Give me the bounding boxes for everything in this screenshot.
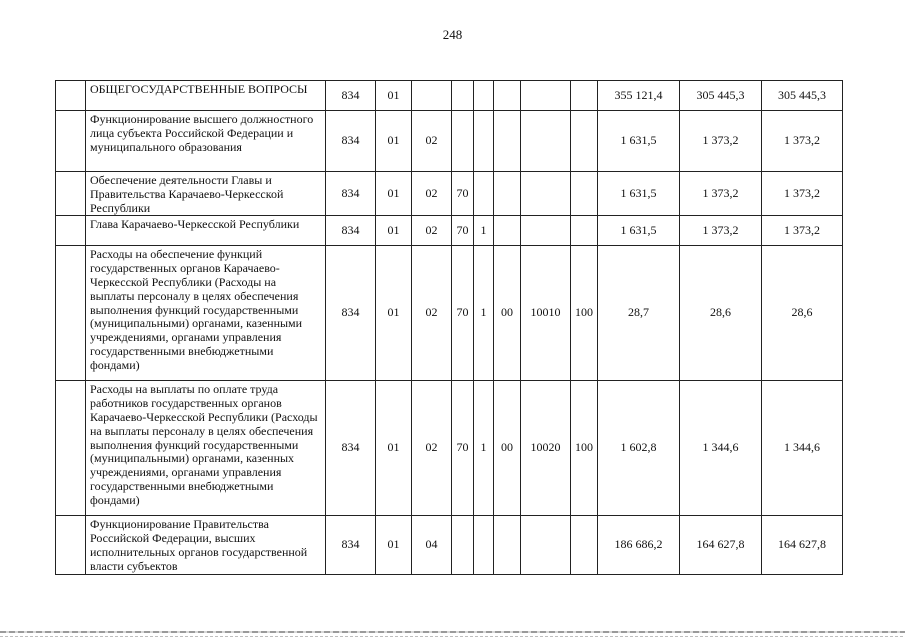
code-cell bbox=[412, 81, 452, 111]
code-cell bbox=[571, 216, 598, 246]
amount-cell: 1 631,5 bbox=[598, 111, 680, 172]
code-cell bbox=[452, 111, 474, 172]
amount-cell: 164 627,8 bbox=[680, 516, 762, 574]
code-cell: 01 bbox=[376, 246, 412, 381]
code-cell: 100 bbox=[571, 246, 598, 381]
code-cell bbox=[521, 111, 571, 172]
row-name-cell: Функционирование Правительства Российской Федерации, высших исполнительных органов государственной власти субъектов bbox=[86, 516, 326, 574]
amount-cell: 1 373,2 bbox=[762, 111, 843, 172]
row-margin-cell bbox=[56, 516, 86, 574]
code-cell bbox=[521, 172, 571, 216]
row-margin-cell bbox=[56, 216, 86, 246]
table-row bbox=[56, 381, 843, 516]
code-cell bbox=[521, 216, 571, 246]
amount-cell: 28,6 bbox=[680, 246, 762, 381]
row-margin-cell bbox=[56, 111, 86, 172]
code-cell: 834 bbox=[326, 381, 376, 516]
amount-cell: 1 344,6 bbox=[680, 381, 762, 516]
amount-cell: 1 602,8 bbox=[598, 381, 680, 516]
code-cell bbox=[494, 81, 521, 111]
amount-cell: 28,6 bbox=[762, 246, 843, 381]
row-margin-cell bbox=[56, 81, 86, 111]
code-cell: 1 bbox=[474, 246, 494, 381]
code-cell bbox=[474, 111, 494, 172]
code-cell bbox=[494, 216, 521, 246]
code-cell bbox=[474, 81, 494, 111]
amount-cell: 355 121,4 bbox=[598, 81, 680, 111]
row-name-cell: Обеспечение деятельности Главы и Правительства Карачаево-Черкесской Республики bbox=[86, 172, 326, 216]
row-margin-cell bbox=[56, 172, 86, 216]
code-cell bbox=[521, 81, 571, 111]
code-cell bbox=[494, 172, 521, 216]
code-cell: 834 bbox=[326, 81, 376, 111]
code-cell: 02 bbox=[412, 111, 452, 172]
code-cell bbox=[571, 81, 598, 111]
row-margin-cell bbox=[56, 381, 86, 516]
code-cell: 01 bbox=[376, 172, 412, 216]
code-cell: 00 bbox=[494, 246, 521, 381]
code-cell: 834 bbox=[326, 111, 376, 172]
code-cell bbox=[571, 172, 598, 216]
row-name-cell: Расходы на выплаты по оплате труда работников государственных органов Карачаево-Черкесской Республики (Расходы на выплаты персоналу в целях обеспечения выполнения функций государственными (муниципальными) органами, казенных учреждениями, органами управления государственными внебюджетными фондами) bbox=[86, 381, 326, 516]
code-cell bbox=[452, 81, 474, 111]
budget-table bbox=[55, 80, 843, 575]
amount-cell: 1 373,2 bbox=[762, 216, 843, 246]
row-name-cell: Глава Карачаево-Черкесской Республики bbox=[86, 216, 326, 246]
table-row bbox=[56, 172, 843, 216]
code-cell: 1 bbox=[474, 216, 494, 246]
code-cell: 70 bbox=[452, 246, 474, 381]
amount-cell: 1 373,2 bbox=[680, 172, 762, 216]
code-cell bbox=[571, 516, 598, 574]
amount-cell: 164 627,8 bbox=[762, 516, 843, 574]
code-cell: 02 bbox=[412, 172, 452, 216]
amount-cell: 1 631,5 bbox=[598, 172, 680, 216]
code-cell: 01 bbox=[376, 111, 412, 172]
amount-cell: 28,7 bbox=[598, 246, 680, 381]
table-row bbox=[56, 81, 843, 111]
page-number: 248 bbox=[442, 27, 463, 42]
code-cell bbox=[494, 111, 521, 172]
amount-cell: 186 686,2 bbox=[598, 516, 680, 574]
code-cell: 02 bbox=[412, 216, 452, 246]
code-cell: 02 bbox=[412, 246, 452, 381]
row-margin-cell bbox=[56, 246, 86, 381]
code-cell: 100 bbox=[571, 381, 598, 516]
code-cell: 70 bbox=[452, 381, 474, 516]
table-row bbox=[56, 216, 843, 246]
amount-cell: 1 373,2 bbox=[680, 216, 762, 246]
code-cell bbox=[452, 516, 474, 574]
code-cell: 10020 bbox=[521, 381, 571, 516]
code-cell: 01 bbox=[376, 81, 412, 111]
row-name-cell: ОБЩЕГОСУДАРСТВЕННЫЕ ВОПРОСЫ bbox=[86, 81, 326, 111]
amount-cell: 1 631,5 bbox=[598, 216, 680, 246]
code-cell: 04 bbox=[412, 516, 452, 574]
row-name-cell: Расходы на обеспечение функций государственных органов Карачаево-Черкесской Республики (Расходы на выплаты персоналу в целях обеспечения выполнения функций государственными (муниципальными) органами, казенными учреждениями, органами управления государственными внебюджетными фондами) bbox=[86, 246, 326, 381]
code-cell: 834 bbox=[326, 216, 376, 246]
code-cell bbox=[521, 516, 571, 574]
code-cell: 834 bbox=[326, 172, 376, 216]
code-cell: 834 bbox=[326, 246, 376, 381]
row-name-cell: Функционирование высшего должностного лица субъекта Российской Федерации и муниципального образования bbox=[86, 111, 326, 172]
amount-cell: 305 445,3 bbox=[680, 81, 762, 111]
amount-cell: 1 373,2 bbox=[762, 172, 843, 216]
code-cell bbox=[474, 172, 494, 216]
amount-cell: 1 373,2 bbox=[680, 111, 762, 172]
code-cell: 70 bbox=[452, 172, 474, 216]
code-cell: 834 bbox=[326, 516, 376, 574]
code-cell: 70 bbox=[452, 216, 474, 246]
table-row bbox=[56, 516, 843, 574]
amount-cell: 305 445,3 bbox=[762, 81, 843, 111]
code-cell: 01 bbox=[376, 216, 412, 246]
code-cell bbox=[494, 516, 521, 574]
code-cell: 00 bbox=[494, 381, 521, 516]
code-cell bbox=[474, 516, 494, 574]
scan-edge-line bbox=[0, 631, 905, 633]
code-cell: 10010 bbox=[521, 246, 571, 381]
code-cell: 01 bbox=[376, 516, 412, 574]
code-cell: 01 bbox=[376, 381, 412, 516]
code-cell: 02 bbox=[412, 381, 452, 516]
code-cell: 1 bbox=[474, 381, 494, 516]
table-row bbox=[56, 111, 843, 172]
table-row bbox=[56, 246, 843, 381]
code-cell bbox=[571, 111, 598, 172]
scan-edge-line-secondary bbox=[0, 636, 905, 637]
amount-cell: 1 344,6 bbox=[762, 381, 843, 516]
